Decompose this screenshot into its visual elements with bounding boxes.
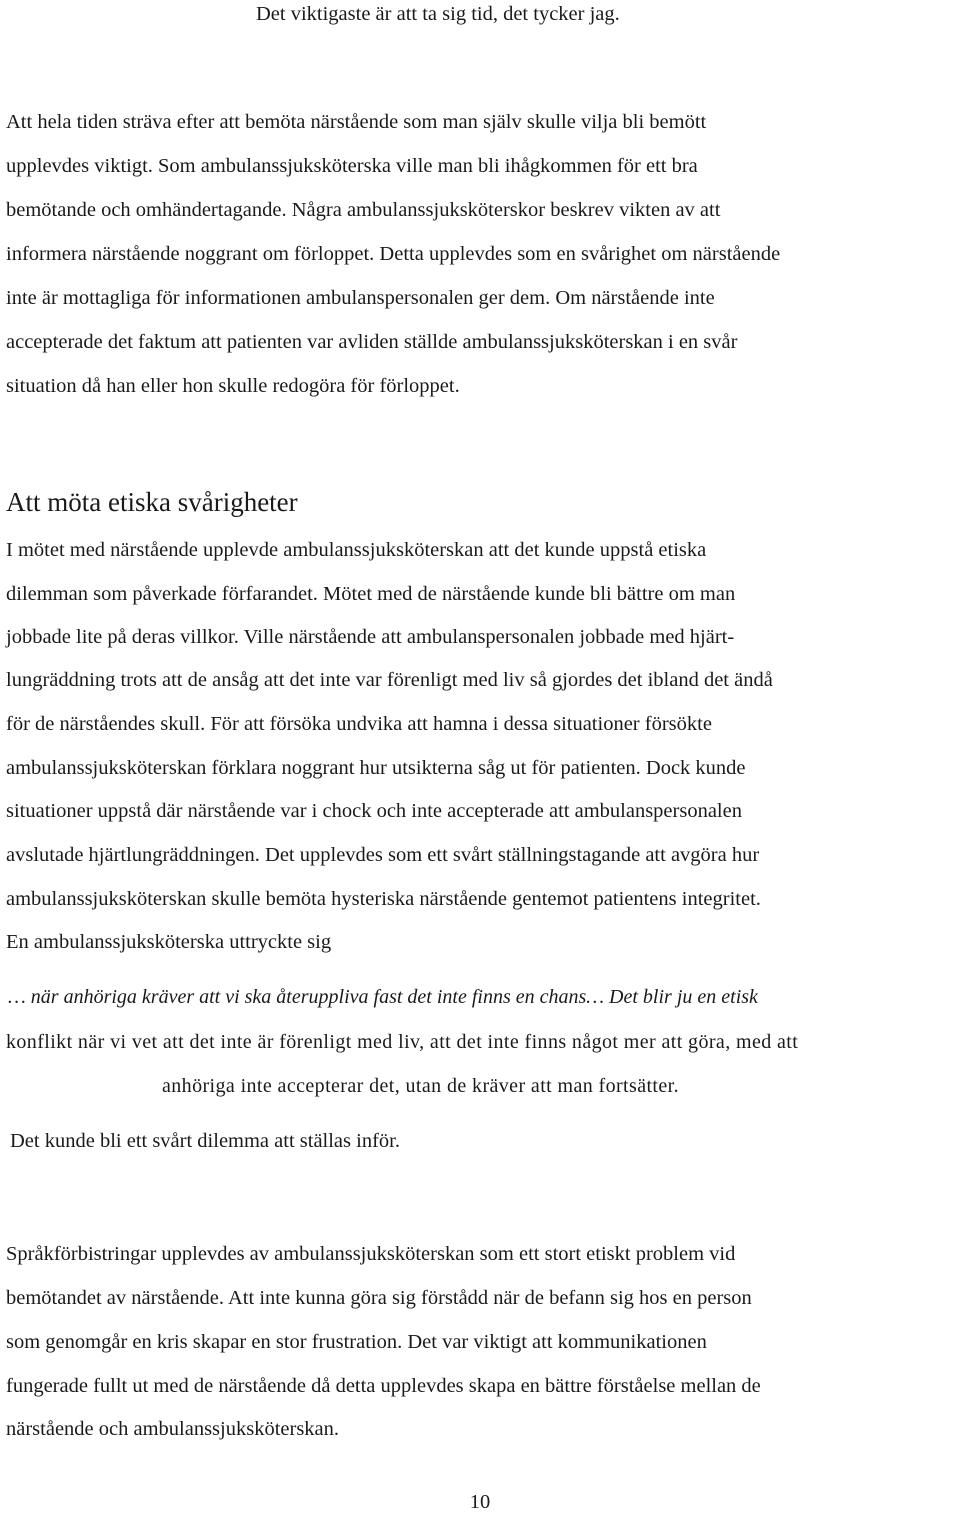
paragraph-2-line-8: avslutade hjärtlungräddningen. Det upplevdes som ett svårt ställningstagande att avgöra hur [6,844,760,866]
paragraph-1-line-2: upplevdes viktigt. Som ambulanssjuksköterska ville man bli ihågkommen för ett bra [6,155,698,177]
paragraph-4-line-5: närstående och ambulanssjuksköterskan. [6,1418,340,1440]
paragraph-3-line-1: Det kunde bli ett svårt dilemma att ställas inför. [10,1130,400,1152]
paragraph-2-line-4: lungräddning trots att de ansåg att det inte var förenligt med liv så gjordes det ibland det ändå [6,669,773,691]
section-heading: Att möta etiska svårigheter [6,487,298,517]
paragraph-4-line-2: bemötandet av närstående. Att inte kunna göra sig förstådd när de befann sig hos en person [6,1287,752,1309]
quote-line-1: … när anhöriga kräver att vi ska återuppliva fast det inte finns en chans… Det blir ju en etisk [8,986,758,1008]
page-number: 10 [469,1491,491,1513]
quote-line-3: anhöriga inte accepterar det, utan de kräver att man fortsätter. [162,1075,680,1097]
quote-line-2: konflikt när vi vet att det inte är förenligt med liv, att det inte finns något mer att göra, med att [6,1031,799,1053]
paragraph-1-line-3: bemötande och omhändertagande. Några ambulanssjuksköterskor beskrev vikten av att [6,199,721,221]
paragraph-4-line-4: fungerade fullt ut med de närstående då detta upplevdes skapa en bättre förståelse mellan de [6,1375,761,1397]
paragraph-2-line-2: dilemman som påverkade förfarandet. Mötet med de närstående kunde bli bättre om man [6,583,736,605]
paragraph-2-line-1: I mötet med närstående upplevde ambulanssjuksköterskan att det kunde uppstå etiska [6,539,707,561]
intro-quote-line: Det viktigaste är att ta sig tid, det tycker jag. [256,3,620,25]
paragraph-1-line-7: situation då han eller hon skulle redogöra för förloppet. [6,375,460,397]
paragraph-1-line-1: Att hela tiden sträva efter att bemöta närstående som man själv skulle vilja bli bemött [6,111,707,133]
paragraph-2-line-3: jobbade lite på deras villkor. Ville närstående att ambulanspersonalen jobbade med hjärt- [6,626,735,648]
paragraph-2-line-10: En ambulanssjuksköterska uttryckte sig [6,931,332,953]
paragraph-2-line-6: ambulanssjuksköterskan förklara noggrant hur utsikterna såg ut för patienten. Dock kunde [6,757,746,779]
paragraph-1-line-5: inte är mottagliga för informationen ambulanspersonalen ger dem. Om närstående inte [6,287,715,309]
paragraph-1-line-6: accepterade det faktum att patienten var avliden ställde ambulanssjuksköterskan i en svår [6,331,738,353]
paragraph-2-line-9: ambulanssjuksköterskan skulle bemöta hysteriska närstående gentemot patientens integritet. [6,888,761,910]
paragraph-4-line-3: som genomgår en kris skapar en stor frustration. Det var viktigt att kommunikationen [6,1331,707,1353]
paragraph-2-line-5: för de närståendes skull. För att försöka undvika att hamna i dessa situationer försökte [6,713,712,735]
paragraph-4-line-1: Språkförbistringar upplevdes av ambulanssjuksköterskan som ett stort etiskt problem vid [6,1243,736,1265]
paragraph-2-line-7: situationer uppstå där närstående var i chock och inte accepterade att ambulanspersonalen [6,800,742,822]
paragraph-1-line-4: informera närstående noggrant om förloppet. Detta upplevdes som en svårighet om närstående [6,243,781,265]
